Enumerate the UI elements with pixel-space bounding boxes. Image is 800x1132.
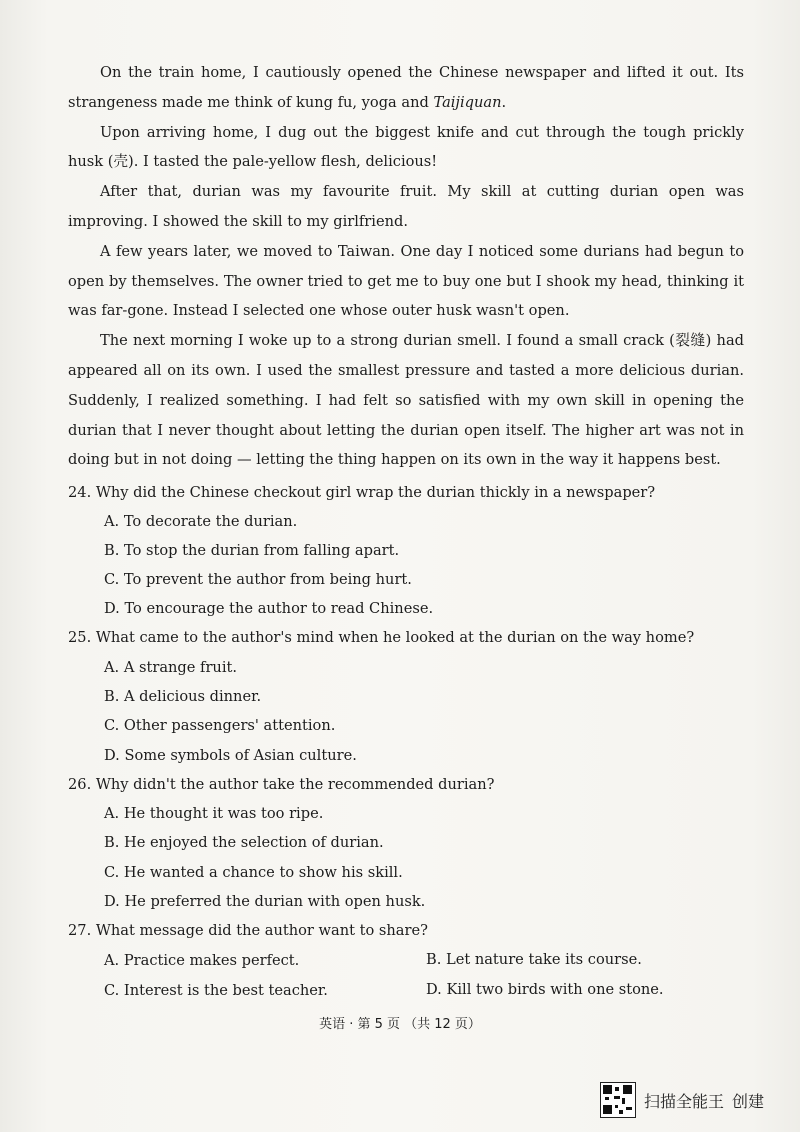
passage-paragraph: A few years later, we moved to Taiwan. One day I noticed some durians had begun to open by themselves. The owner tried to get me to buy one but I shook my head, thinking it was far-gone. Instead I selected one whose outer husk wasn't open. xyxy=(68,242,744,320)
option-27-b[interactable]: B. Let nature take its course. xyxy=(426,951,642,968)
option-24-c[interactable]: C. To prevent the author from being hurt. xyxy=(104,571,412,588)
option-24-d[interactable]: D. To encourage the author to read Chinese. xyxy=(104,600,434,617)
option-26-c[interactable]: C. He wanted a chance to show his skill. xyxy=(104,864,403,881)
option-27-d[interactable]: D. Kill two birds with one stone. xyxy=(426,981,664,998)
question-26: 26. Why didn't the author take the recommended durian? xyxy=(68,776,495,793)
passage-paragraph: The next morning I woke up to a strong durian smell. I found a small crack (裂缝) had appeared all on its own. I used the smallest pressure and tasted a more delicious durian. Suddenly, I realized something. I had felt so satisfied with my own skill in opening the durian that I never thought about letting the durian open itself. The higher art was not in doing but in not doing — letting the thing happen on its own in the way it happens best. xyxy=(68,332,744,469)
passage-paragraph: After that, durian was my favourite fruit. My skill at cutting durian open was improving. I showed the skill to my girlfriend. xyxy=(68,183,744,230)
question-24: 24. Why did the Chinese checkout girl wrap the durian thickly in a newspaper? xyxy=(68,484,656,501)
page-footer: 英语 · 第 5 页 （共 12 页） xyxy=(319,1017,481,1032)
qr-code-icon xyxy=(600,1082,636,1118)
option-25-d[interactable]: D. Some symbols of Asian culture. xyxy=(104,747,357,764)
watermark-label: 扫描全能王 xyxy=(644,1091,725,1111)
option-25-c[interactable]: C. Other passengers' attention. xyxy=(104,717,336,734)
question-25: 25. What came to the author's mind when he looked at the durian on the way home? xyxy=(68,629,695,646)
option-27-a[interactable]: A. Practice makes perfect. xyxy=(104,952,300,969)
passage-paragraph: On the train home, I cautiously opened the Chinese newspaper and lifted it out. Its strangeness made me think of kung fu, yoga and Taijiquan. xyxy=(68,64,744,111)
option-26-a[interactable]: A. He thought it was too ripe. xyxy=(104,805,324,822)
passage-paragraph: Upon arriving home, I dug out the biggest knife and cut through the tough prickly husk (壳). I tasted the pale-yellow flesh, delicious! xyxy=(68,123,744,171)
option-24-b[interactable]: B. To stop the durian from falling apart. xyxy=(104,542,400,559)
reading-passage xyxy=(68,58,744,475)
option-26-d[interactable]: D. He preferred the durian with open husk. xyxy=(104,893,426,910)
option-25-b[interactable]: B. A delicious dinner. xyxy=(104,688,262,705)
option-24-a[interactable]: A. To decorate the durian. xyxy=(104,513,298,530)
watermark-suffix: 创建 xyxy=(732,1091,765,1111)
scanner-watermark xyxy=(600,1082,764,1118)
option-26-b[interactable]: B. He enjoyed the selection of durian. xyxy=(104,834,384,851)
question-27: 27. What message did the author want to share? xyxy=(68,922,428,939)
option-27-c[interactable]: C. Interest is the best teacher. xyxy=(104,982,328,999)
option-25-a[interactable]: A. A strange fruit. xyxy=(104,659,237,676)
